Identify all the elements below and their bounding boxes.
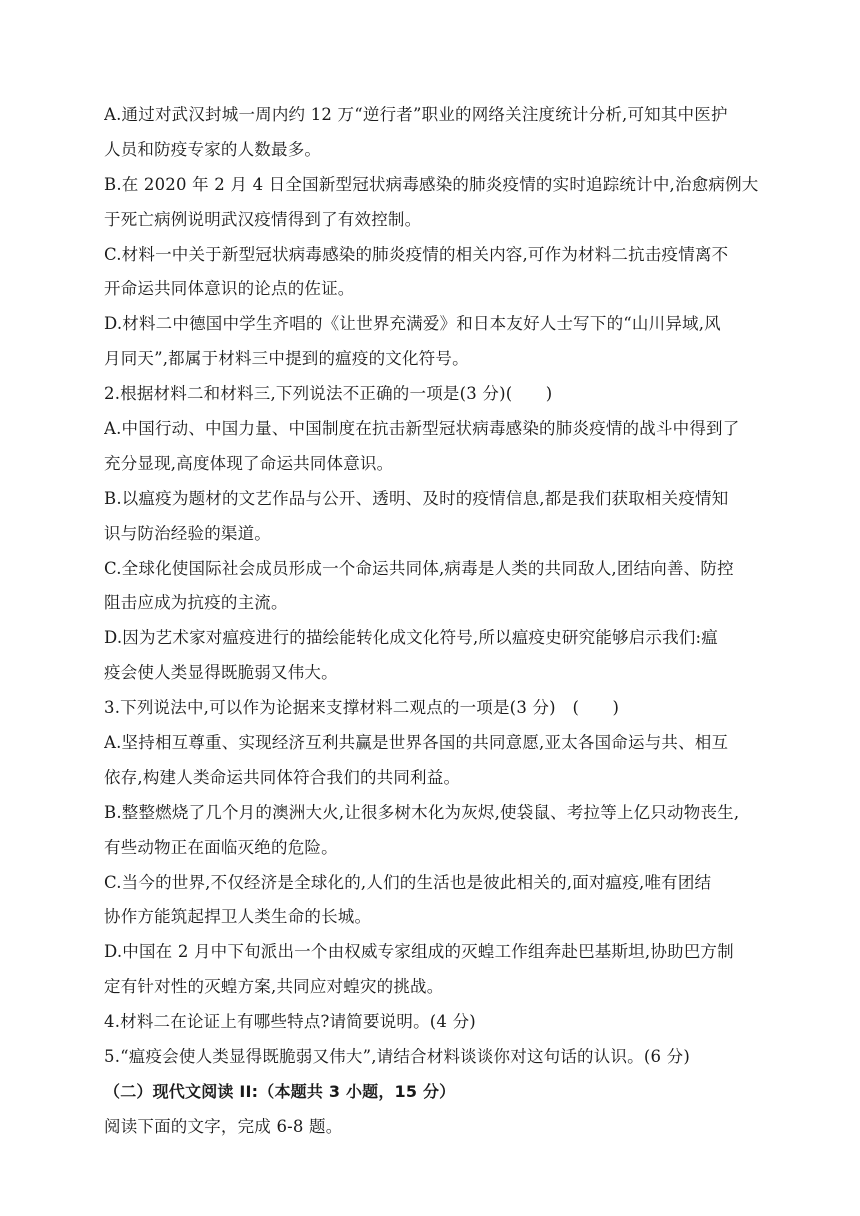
question-4: 4.材料二在论证上有哪些特点?请简要说明。(4 分) — [104, 1012, 476, 1032]
q2-option-b-line-2: 识与防治经验的渠道。 — [104, 523, 271, 543]
option-a-line-1: A.通过对武汉封城一周内约 12 万“逆行者”职业的网络关注度统计分析,可知其中医护 — [104, 105, 728, 124]
document-page — [104, 98, 764, 1145]
q3-option-a-line-2: 依存,构建人类命运共同体符合我们的共同利益。 — [104, 767, 461, 787]
q2-option-a-line-1: A.中国行动、中国力量、中国制度在抗击新型冠状病毒感染的肺炎疫情的战斗中得到了 — [104, 419, 740, 439]
option-d-line-1: D.材料二中德国中学生齐唱的《让世界充满爱》和日本友好人士写下的“山川异域,风 — [104, 314, 721, 334]
option-b-line-2: 于死亡病例说明武汉疫情得到了有效控制。 — [104, 209, 422, 229]
q2-option-b-line-1: B.以瘟疫为题材的文艺作品与公开、透明、及时的疫情信息,都是我们获取相关疫情知 — [104, 488, 729, 508]
q3-option-b-line-1: B.整整燃烧了几个月的澳洲大火,让很多树木化为灰烬,使袋鼠、考拉等上亿只动物丧生, — [104, 802, 740, 822]
q2-option-a-line-2: 充分显现,高度体现了命运共同体意识。 — [104, 453, 394, 473]
q3-option-b-line-2: 有些动物正在面临灭绝的危险。 — [104, 837, 338, 857]
question-5: 5.“瘟疫会使人类显得既脆弱又伟大”,请结合材料谈谈你对这句话的认识。(6 分) — [104, 1047, 690, 1067]
q2-option-c-line-2: 阻击应成为抗疫的主流。 — [104, 593, 288, 613]
option-a-line-2: 人员和防疫专家的人数最多。 — [104, 139, 322, 159]
option-d-line-2: 月同天”,都属于材料三中提到的瘟疫的文化符号。 — [104, 349, 469, 369]
q3-option-d-line-2: 定有针对性的灭蝗方案,共同应对蝗灾的挑战。 — [104, 977, 444, 997]
reading-instruction: 阅读下面的文字，完成 6-8 题。 — [104, 1116, 343, 1136]
q3-option-a-line-1: A.坚持相互尊重、实现经济互利共赢是世界各国的共同意愿,亚太各国命运与共、相互 — [104, 733, 729, 753]
question-2: 2.根据材料二和材料三,下列说法不正确的一项是(3 分)( ) — [104, 384, 553, 404]
option-c-line-2: 开命运共同体意识的论点的佐证。 — [104, 279, 355, 299]
q3-option-c-line-2: 协作方能筑起捍卫人类生命的长城。 — [104, 907, 372, 927]
q2-option-c-line-1: C.全球化使国际社会成员形成一个命运共同体,病毒是人类的共同敌人,团结向善、防控 — [104, 558, 734, 578]
question-3: 3.下列说法中,可以作为论据来支撑材料二观点的一项是(3 分) ( ) — [104, 698, 620, 718]
option-c-line-1: C.材料一中关于新型冠状病毒感染的肺炎疫情的相关内容,可作为材料二抗击疫情离不 — [104, 244, 729, 264]
q2-option-d-line-2: 疫会使人类显得既脆弱又伟大。 — [104, 663, 338, 683]
q3-option-d-line-1: D.中国在 2 月中下旬派出一个由权威专家组成的灭蝗工作组奔赴巴基斯坦,协助巴方制 — [104, 942, 734, 962]
q3-option-c-line-1: C.当今的世界,不仅经济是全球化的,人们的生活也是彼此相关的,面对瘟疫,唯有团结 — [104, 872, 712, 892]
option-b-line-1: B.在 2020 年 2 月 4 日全国新型冠状病毒感染的肺炎疫情的实时追踪统计中,治愈病例大 — [104, 174, 759, 194]
q2-option-d-line-1: D.因为艺术家对瘟疫进行的描绘能转化成文化符号,所以瘟疫史研究能够启示我们:瘟 — [104, 628, 718, 648]
section-heading: （二）现代文阅读 II:（本题共 3 小题，15 分） — [104, 1081, 456, 1101]
